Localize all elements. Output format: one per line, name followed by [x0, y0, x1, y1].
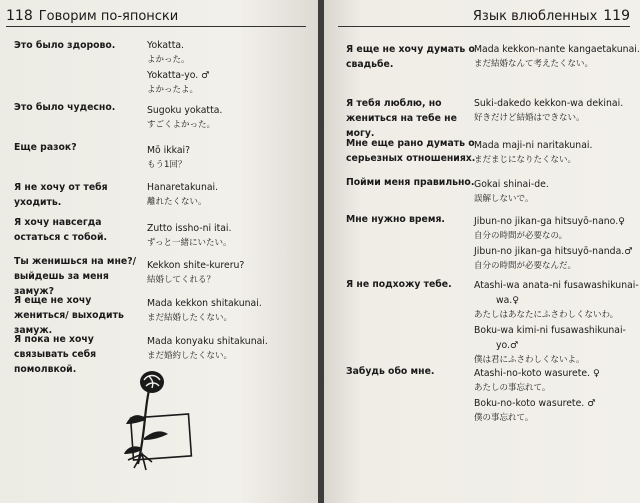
japanese-text: 好きだけど結婚はできない。 [474, 113, 585, 123]
romaji: Sugoku yokatta. [147, 105, 223, 116]
japanese-text: 僕は君にふさわしくないよ。 [474, 355, 585, 365]
japanese-text: 誤解しないで。 [474, 194, 534, 204]
japanese-text: 自分の時間が必要なんだ。 [474, 261, 577, 271]
japanese-text: よかったよ。 [147, 85, 199, 95]
japanese-text: 結婚してくれる？ [147, 275, 216, 285]
romaji: yo.♂ [496, 340, 519, 351]
page-number-left: 118 [6, 8, 33, 24]
phrase-ru: Мне нужно время. [346, 214, 445, 225]
phrase-ja [147, 38, 210, 98]
left-running-head [6, 6, 306, 27]
phrase-ja [147, 103, 222, 133]
page-number-right: 119 [603, 8, 630, 24]
phrase-ru: Я не подхожу тебе. [346, 279, 452, 290]
romaji: Mada maji-ni naritakunai. [474, 140, 593, 151]
romaji: Yokatta. [147, 40, 184, 51]
japanese-text: ずっと一緒にいたい。 [147, 238, 232, 248]
phrase-ru: Я пока не хочу связывать себя помолвкой. [14, 334, 97, 375]
phrase-ja [474, 42, 640, 72]
romaji: Suki-dakedo kekkon-wa dekinai. [474, 98, 624, 109]
phrase-ru: Я еще не хочу жениться/ выходить замуж. [14, 295, 124, 336]
phrase-ja [147, 258, 244, 288]
phrase-ja [474, 214, 633, 274]
phrase-ja [147, 180, 218, 210]
phrase-ru: Это было чудесно. [14, 102, 116, 113]
romaji: Mada kekkon shitakunai. [147, 298, 262, 309]
japanese-text: あたしはあなたにふさわしくないわ。 [474, 310, 619, 320]
romaji: Jibun-no jikan-ga hitsuyō-nanda.♂ [474, 246, 633, 257]
romaji: Mō ikkai? [147, 145, 191, 156]
romaji: Kekkon shite-kureru? [147, 260, 245, 271]
phrase-ja [474, 177, 549, 207]
japanese-text: まだ婚約したくない。 [147, 351, 233, 361]
phrase-ru: Еще разок? [14, 142, 77, 153]
left-page [0, 0, 318, 503]
phrase-ja [147, 296, 262, 326]
romaji: Boku-no-koto wasurete. ♂ [474, 398, 596, 409]
phrase-ru: Забудь обо мне. [346, 366, 435, 377]
romaji: Zutto issho-ni itai. [147, 223, 232, 234]
japanese-text: まだまじになりたくない。 [474, 155, 577, 165]
japanese-text: まだ結婚したくない。 [147, 313, 233, 323]
romaji: Mada kekkon-nante kangaetakunai. [474, 44, 640, 55]
romaji: Jibun-no jikan-ga hitsuyō-nano.♀ [474, 216, 625, 227]
phrase-ja [147, 221, 232, 251]
romaji: Gokai shinai-de. [474, 179, 549, 190]
japanese-text: まだ結婚なんて考えたくない。 [474, 59, 594, 69]
phrase-ja [474, 96, 623, 126]
romaji: Mada konyaku shitakunai. [147, 336, 268, 347]
phrase-ru: Я не хочу от тебя уходить. [14, 182, 108, 208]
japanese-text: 離れたくない。 [147, 197, 207, 207]
right-running-head [338, 6, 630, 27]
right-page [324, 0, 640, 503]
japanese-text: もう1回？ [147, 160, 187, 170]
phrase-ja [147, 334, 268, 364]
romaji: Boku-wa kimi-ni fusawashikunai- [474, 325, 626, 336]
japanese-text: よかった。 [147, 55, 190, 65]
phrase-ru: Я хочу навсегда остаться с тобой. [14, 217, 107, 243]
japanese-text: あたしの事忘れて。 [474, 383, 551, 393]
romaji: Yokatta-yo. ♂ [147, 70, 210, 81]
phrase-ja [474, 366, 600, 426]
rose-illustration [116, 368, 196, 478]
right-running-title: Язык влюбленных [472, 9, 598, 24]
japanese-text: 僕の事忘れて。 [474, 413, 534, 423]
romaji: Atashi-no-koto wasurete. ♀ [474, 368, 600, 379]
romaji: Atashi-wa anata-ni fusawashikunai- [474, 280, 639, 291]
japanese-text: すごくよかった。 [147, 120, 216, 130]
japanese-text: 自分の時間が必要なの。 [474, 231, 568, 241]
phrase-ru: Я тебя люблю, но жениться на тебе не могу. [346, 98, 457, 139]
romaji: Hanaretakunai. [147, 182, 219, 193]
phrase-ru: Пойми меня правильно. [346, 177, 475, 188]
phrase-ru: Это было здорово. [14, 40, 116, 51]
phrase-ru: Мне еще рано думать о серьезных отношениях. [346, 138, 476, 164]
phrase-ru: Ты женишься на мне?/ выйдешь за меня замуж? [14, 256, 136, 297]
phrase-ja [474, 138, 592, 168]
romaji: wa.♀ [496, 295, 520, 306]
phrase-ja [147, 143, 190, 173]
phrase-ru: Я еще не хочу думать о свадьбе. [346, 44, 475, 70]
left-running-title: Говорим по-японски [38, 9, 179, 24]
phrase-ja [474, 278, 639, 368]
